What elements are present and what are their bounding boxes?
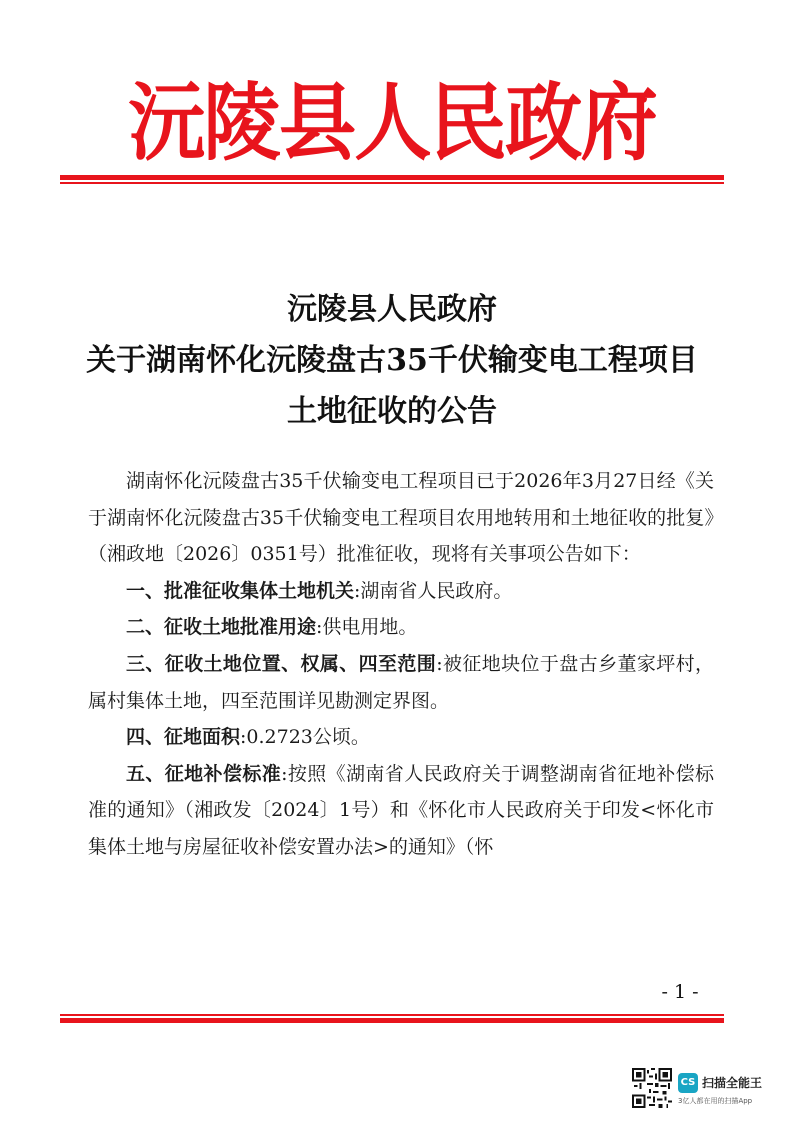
paragraph-heading: 二、征收土地批准用途 xyxy=(126,616,317,639)
paragraph-heading: 一、批准征收集体土地机关 xyxy=(126,579,355,602)
paragraph-text: 湖南怀化沅陵盘古35千伏输变电工程项目已于2026年3月27日经《关于湖南怀化沅陵盘古35千伏输变电工程项目农用地转用和土地征收的批复》（湘政地〔2026〕0351号）批准征收，现将有关事项公告如下： xyxy=(88,470,714,566)
paragraph-heading: 五、征地补偿标准 xyxy=(126,762,282,785)
scanner-watermark xyxy=(632,1068,782,1112)
body-paragraph xyxy=(88,756,714,866)
paragraph-text: :被征地块位于盘古乡董家坪村，属村集体土地，四至范围详见勘测定界图。 xyxy=(88,652,714,712)
notice-title-line: 关于湖南怀化沅陵盘古35千伏输变电工程项目 xyxy=(86,343,698,378)
body-paragraph xyxy=(88,646,714,719)
notice-title-line: 沅陵县人民政府 xyxy=(287,292,497,327)
notice-title xyxy=(60,284,724,437)
scanner-app-name: 扫描全能王 xyxy=(702,1076,763,1090)
paragraph-heading: 三、征收土地位置、权属、四至范围 xyxy=(126,652,437,675)
masthead-rule-thick xyxy=(60,175,724,180)
body-paragraph xyxy=(88,573,714,610)
notice-body xyxy=(88,463,714,866)
body-paragraph xyxy=(88,463,714,573)
page-number: - 1 - xyxy=(661,981,699,1003)
footer-rule-thin xyxy=(60,1014,724,1016)
notice-title-line: 土地征收的公告 xyxy=(287,394,497,429)
qr-code-icon xyxy=(632,1068,672,1108)
footer-rule-thick xyxy=(60,1018,724,1023)
body-paragraph xyxy=(88,719,714,756)
scanner-tagline: 3亿人都在用的扫描App xyxy=(678,1097,753,1105)
masthead-title: 沅陵县人民政府 xyxy=(127,73,657,172)
camscanner-logo: CS xyxy=(678,1073,698,1093)
masthead-rule-thin xyxy=(60,182,724,184)
paragraph-text: :按照《湖南省人民政府关于调整湖南省征地补偿标准的通知》（湘政发〔2024〕1号）和《怀化市人民政府关于印发<怀化市集体土地与房屋征收补偿安置办法>的通知》（怀 xyxy=(88,762,714,858)
body-paragraph xyxy=(88,609,714,646)
paragraph-text: :供电用地。 xyxy=(316,616,418,639)
paragraph-heading: 四、征地面积 xyxy=(126,726,241,749)
paragraph-text: :湖南省人民政府。 xyxy=(354,579,513,602)
paragraph-text: :0.2723公顷。 xyxy=(240,726,370,749)
